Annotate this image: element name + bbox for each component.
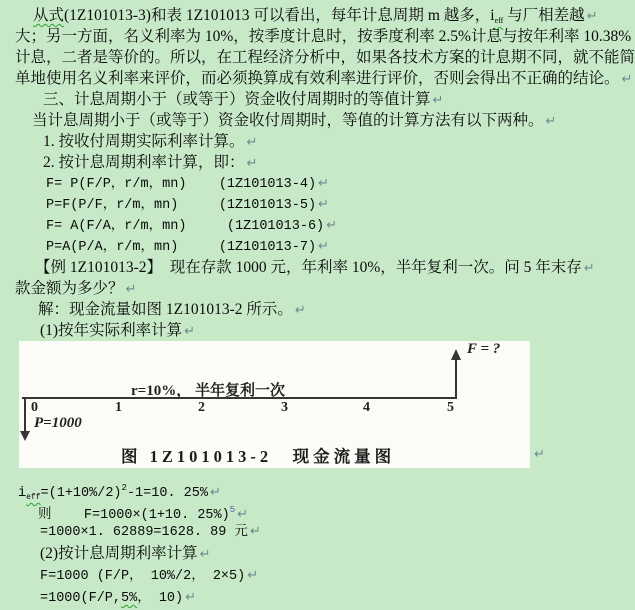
body-text: 款金额为多少？ [15,280,124,297]
paragraph-mark-icon: ↵ [318,239,329,254]
paragraph-mark-icon: ↵ [184,324,195,339]
formula-text: i [18,486,27,501]
formula-text: F= A(F/A，r/m，mn) (1Z101013-6) [46,219,325,234]
interest-rate-label: r=10%， 半年复利一次 [131,383,285,399]
paragraph-mark-icon: ↵ [432,93,444,108]
body-text: (2)按计息周期利率计算 [40,545,198,562]
paragraph-1-line-3 [15,47,635,68]
paragraph-mark-icon: ↵ [318,176,329,191]
paragraph-mark-icon: ↵ [199,547,211,562]
paragraph-mark-icon: ↵ [326,218,338,233]
subscript-eff: eff [26,493,41,502]
then-line [15,499,605,521]
body-text: 单地使用名义利率来评价，而必须换算成有效利率进行评价，否则会得出不正确的结论。 [15,70,620,87]
body-text: 1. 按收付周期实际利率计算。 [43,133,245,150]
body-text: 计息，二者是等价的。所以，在工程经济分析中，如果各技术方案的计息期不同，就不能简 [15,49,635,66]
tick-label-4: 4 [363,400,370,415]
figure-scan-background [19,341,530,468]
effective-rate-line [15,477,605,502]
body-text: 大；另一方面，名义利率为 10%，按季度计息时，按季度利率 2.5%计息与按年利率 10.38% [15,28,632,45]
list-item-2 [15,152,605,173]
fp-formula-line-1 [15,565,605,587]
formula-text: =1000×1. 62889=1628. 89 元 [40,525,248,540]
paragraph-mark-icon: ↵ [246,156,258,171]
figure-caption: 图 1Z101013-2 现金流量图 [121,447,396,466]
paragraph-mark-icon: ↵ [294,303,306,318]
body-text: 【例 1Z101013-2】 现在存款 1000 元，年利率 10%，半年复利一次。问 5 年末存 [35,259,582,276]
paragraph-1-line-4 [15,68,633,89]
list-item-1 [15,131,605,152]
paragraph-mark-icon: ↵ [586,9,598,24]
formula-text: ， 10) [137,591,184,606]
tick-label-1: 1 [115,400,122,415]
heading-text: 三、计息周期小于（或等于）资金收付周期时的等值计算 [43,91,431,108]
tick-label-3: 3 [281,400,288,415]
formula-text: F=1000 (F/P， 10%/2， 2×5) [40,569,246,584]
formula-text: P=F(P/F，r/m，mn) (1Z101013-5) [46,198,317,213]
formula-line-5 [15,194,605,215]
method-1-line [15,320,605,341]
method-2-line [15,543,605,565]
body-text: 解：现金流量如图 1Z101013-2 所示。 [38,301,293,318]
body-text: 当计息周期小于（或等于）资金收付周期时，等值的计算方法有以下两种。 [32,112,544,129]
calculation-block [0,468,605,609]
future-value-label: F = ? [467,341,501,357]
paragraph-mark-icon: ↵ [246,135,258,150]
down-arrowhead-icon [20,431,30,441]
body-text: (1Z101013-3)和表 1Z101013 可以看出，每年计息周期 m 越多，i [64,7,495,24]
paragraph-mark-icon: ↵ [583,261,595,276]
paragraph-mark-icon: ↵ [125,282,137,297]
spellcheck-text: 5% [121,591,138,606]
paragraph-mark-icon: ↵ [237,507,249,522]
spellcheck-text: 从式 [33,7,65,24]
present-value-label: P=1000 [34,415,82,431]
result-line [15,521,605,543]
superscript-5: 5 [229,505,236,515]
paragraph-mark-icon: ↵ [318,197,329,212]
formula-text: F= P(F/P，r/m，mn) (1Z101013-4) [46,177,317,192]
example-line-1 [15,257,605,278]
paragraph-2 [15,110,605,131]
cash-flow-figure [19,341,545,468]
paragraph-mark-icon: ↵ [247,568,259,583]
example-line-2 [15,278,605,299]
solution-line [15,299,605,320]
paragraph-mark-icon: ↵ [545,114,557,129]
tick-label-0: 0 [31,400,38,415]
body-text: 2. 按计息周期利率计算，即： [43,154,245,171]
body-text: 与厂相差越 [503,7,585,24]
formula-text: P=A(P/A，r/m，mn) (1Z101013-7) [46,240,317,255]
paragraph-1-line-2 [15,26,632,47]
formula-text: =1000(F/P, [40,591,122,606]
fp-formula-line-2 [15,587,605,609]
paragraph-mark-icon: ↵ [185,590,197,605]
paragraph-mark-icon: ↵ [249,524,261,539]
formula-text: 则 F=1000×(1+10. 25%) [38,508,230,523]
tick-label-5: 5 [447,400,454,415]
formula-line-4 [15,173,605,194]
tick-label-2: 2 [198,400,205,415]
paragraph-mark-icon: ↵ [534,447,545,462]
formula-text: =(1+10%/2) [40,486,122,501]
paragraph-mark-icon: ↵ [209,485,221,500]
section-heading [15,89,605,110]
up-arrowhead-icon [451,349,461,360]
superscript-2: 2 [121,483,127,493]
formula-line-6 [15,215,605,236]
paragraph-1-line-1 [15,5,605,26]
formula-line-7 [15,236,605,257]
body-text: (1)按年实际利率计算 [40,322,183,339]
subscript-eff: eff [494,16,504,25]
formula-text: -1=10. 25% [126,486,208,501]
paragraph-mark-icon: ↵ [621,72,633,87]
